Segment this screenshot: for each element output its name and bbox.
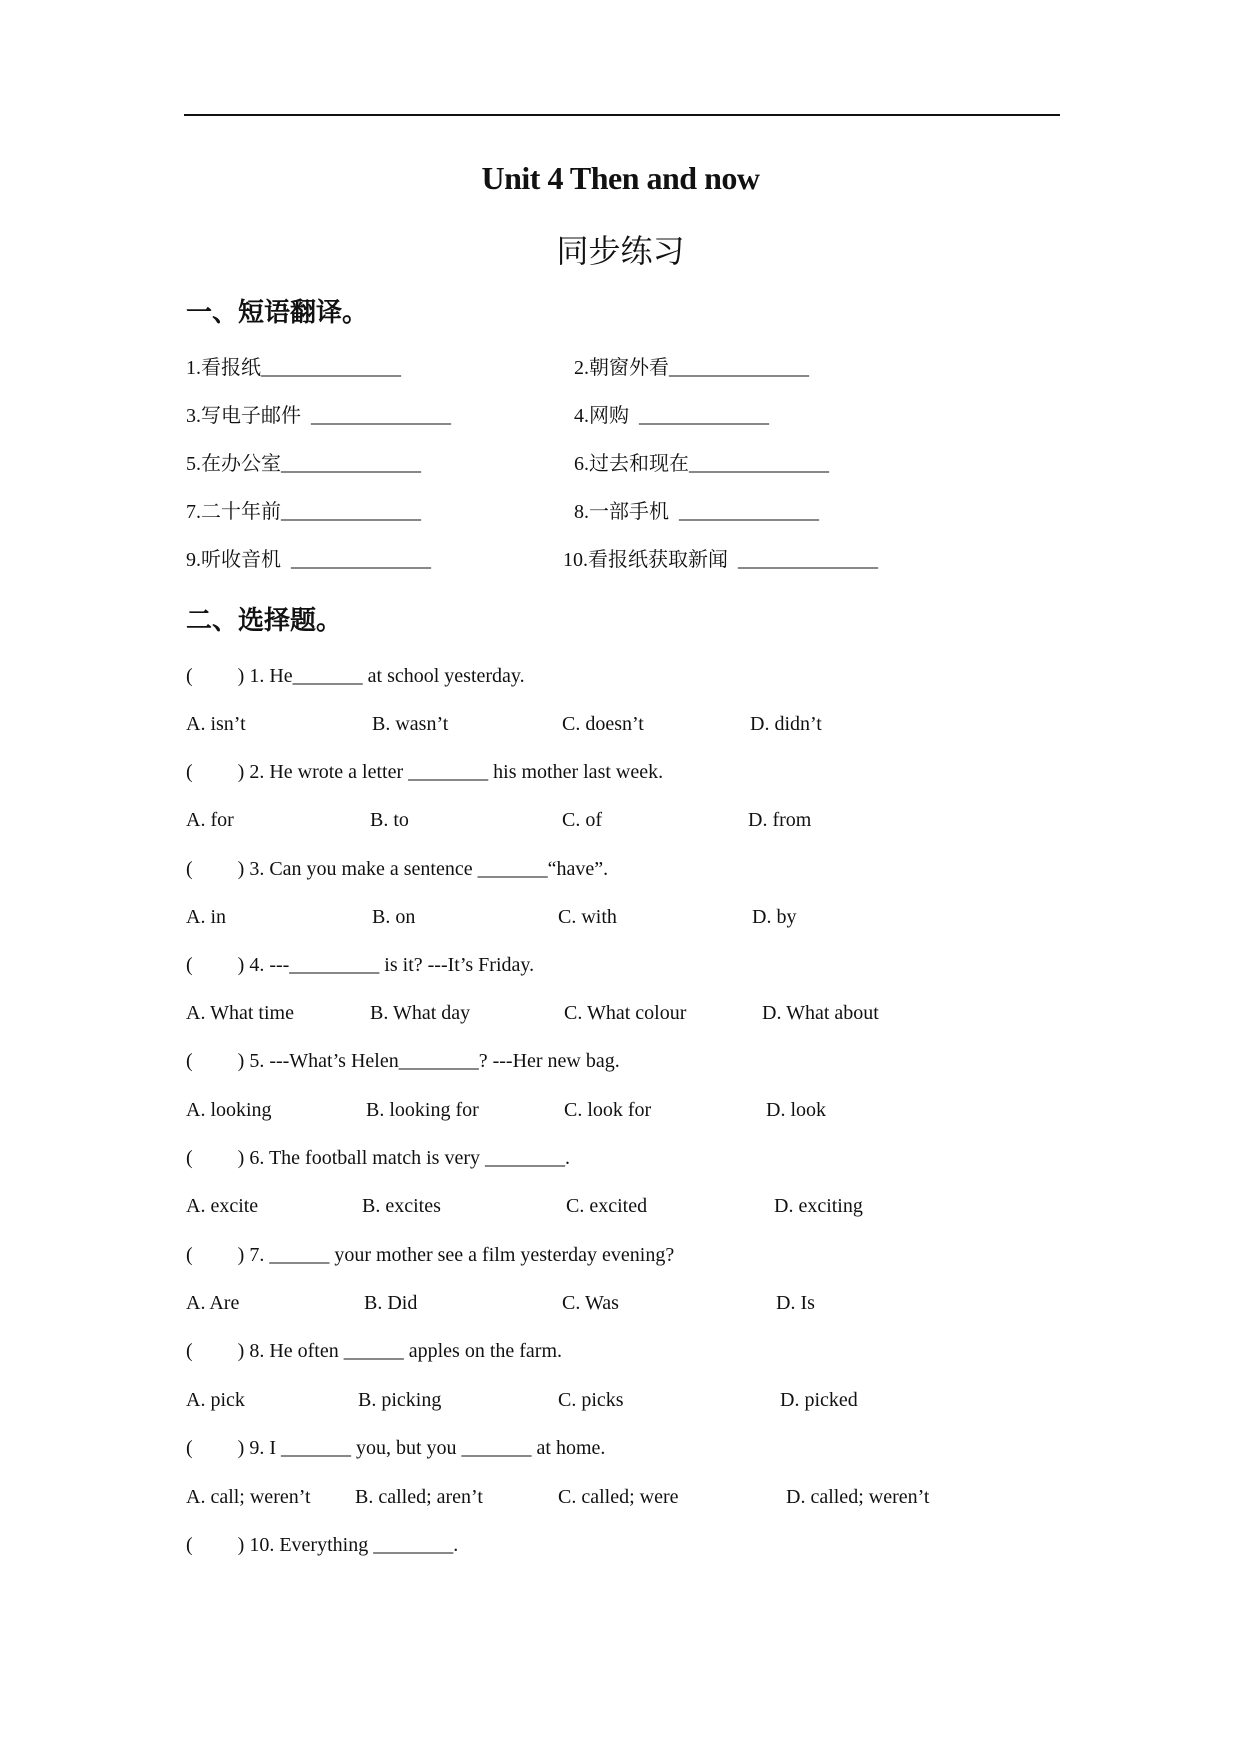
option-c: C. Was — [562, 1292, 619, 1314]
question-stem: ( ) 2. He wrote a letter ________ his mother last week. — [186, 761, 664, 783]
option-a: A. call; weren’t — [186, 1486, 311, 1508]
option-b: B. to — [370, 809, 409, 831]
option-b: B. on — [372, 906, 416, 928]
option-a: A. for — [186, 809, 234, 831]
option-a: A. isn’t — [186, 713, 246, 735]
question-stem: ( ) 4. ---_________ is it? ---It’s Friday. — [186, 954, 535, 976]
page-title: Unit 4 Then and now — [481, 160, 760, 196]
option-d: D. picked — [780, 1389, 858, 1411]
option-b: B. What day — [370, 1002, 471, 1024]
question-stem: ( ) 1. He_______ at school yesterday. — [186, 665, 525, 687]
option-d: D. called; weren’t — [786, 1486, 930, 1508]
question-stem: ( ) 3. Can you make a sentence _______“have”. — [186, 858, 609, 880]
option-a: A. in — [186, 906, 226, 928]
option-a: A. Are — [186, 1292, 240, 1314]
section-1-heading: 一、短语翻译。 — [186, 298, 369, 328]
option-d: D. What about — [762, 1002, 879, 1024]
page-subtitle: 同步练习 — [556, 232, 685, 270]
option-d: D. from — [748, 809, 812, 831]
option-c: C. excited — [566, 1195, 648, 1217]
option-b: B. called; aren’t — [355, 1486, 483, 1508]
phrase-item: 10.看报纸获取新闻 ______________ — [563, 549, 878, 571]
option-b: B. wasn’t — [372, 713, 449, 735]
phrase-item: 9.听收音机 ______________ — [186, 549, 431, 571]
question-stem: ( ) 5. ---What’s Helen________? ---Her new bag. — [186, 1050, 620, 1072]
option-a: A. What time — [186, 1002, 294, 1024]
option-a: A. pick — [186, 1389, 245, 1411]
option-b: B. looking for — [366, 1099, 479, 1121]
question-stem: ( ) 10. Everything ________. — [186, 1534, 459, 1556]
option-c: C. look for — [564, 1099, 652, 1121]
option-c: C. doesn’t — [562, 713, 644, 735]
section-2-heading: 二、选择题。 — [186, 606, 343, 636]
option-b: B. Did — [364, 1292, 418, 1314]
option-c: C. picks — [558, 1389, 624, 1411]
option-d: D. didn’t — [750, 713, 822, 735]
phrase-item: 8.一部手机 ______________ — [574, 501, 819, 523]
option-c: C. called; were — [558, 1486, 679, 1508]
option-a: A. looking — [186, 1099, 272, 1121]
option-d: D. Is — [776, 1292, 815, 1314]
question-stem: ( ) 9. I _______ you, but you _______ at home. — [186, 1437, 606, 1459]
option-c: C. of — [562, 809, 602, 831]
question-stem: ( ) 8. He often ______ apples on the farm. — [186, 1340, 563, 1362]
option-d: D. by — [752, 906, 797, 928]
option-d: D. look — [766, 1099, 826, 1121]
phrase-item: 2.朝窗外看______________ — [574, 357, 809, 379]
option-b: B. picking — [358, 1389, 442, 1411]
option-a: A. excite — [186, 1195, 259, 1217]
phrase-item: 1.看报纸______________ — [186, 357, 401, 379]
phrase-item: 6.过去和现在______________ — [574, 453, 829, 475]
phrase-item: 5.在办公室______________ — [186, 453, 421, 475]
option-c: C. with — [558, 906, 617, 928]
question-stem: ( ) 7. ______ your mother see a film yesterday evening? — [186, 1244, 675, 1266]
phrase-item: 7.二十年前______________ — [186, 501, 421, 523]
question-stem: ( ) 6. The football match is very ________. — [186, 1147, 571, 1169]
option-b: B. excites — [362, 1195, 441, 1217]
phrase-item: 3.写电子邮件 ______________ — [186, 405, 451, 427]
option-c: C. What colour — [564, 1002, 687, 1024]
option-d: D. exciting — [774, 1195, 863, 1217]
phrase-item: 4.网购 _____________ — [574, 405, 769, 427]
header-rule — [184, 114, 1060, 116]
